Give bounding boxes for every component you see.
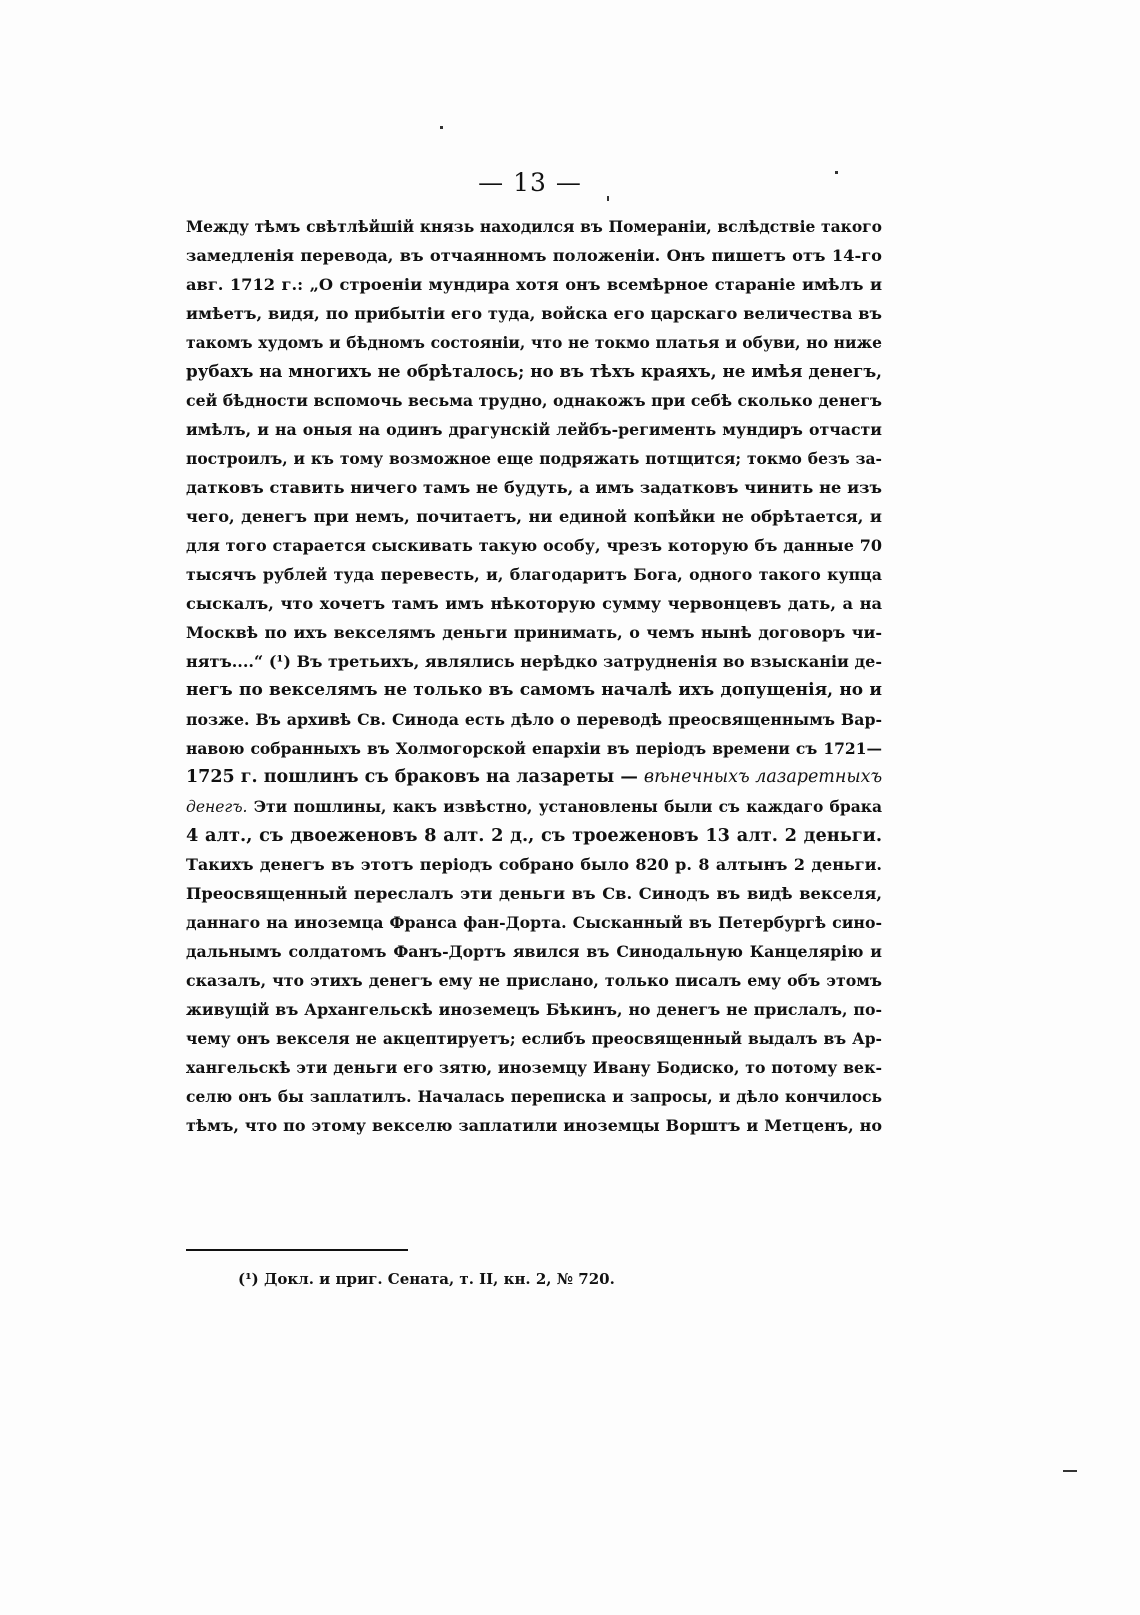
text-line: Между тѣмъ свѣтлѣйшій князь находился въ Помераніи, вслѣдствіе такого: [186, 217, 882, 236]
scan-speck: [835, 171, 838, 174]
text-segment: Эти пошлины, какъ извѣстно, установлены были съ каждаго брака: [247, 797, 882, 816]
text-line: селю онъ бы заплатилъ. Началась переписка и запросы, и дѣло кончилось: [186, 1087, 882, 1106]
italic-segment: вѣнечныхъ лазаретныхъ: [643, 767, 883, 787]
text-line: датковъ ставить ничего тамъ не будуть, а имъ задатковъ чинить не изъ: [186, 478, 882, 497]
text-line: имѣлъ, и на оныя на одинъ драгунскій лейбъ-регименть мундиръ отчасти: [186, 420, 882, 439]
text-line-mixed: [186, 792, 882, 821]
text-line: даннаго на иноземца Франса фан-Дорта. Сысканный въ Петербургѣ сино-: [186, 913, 882, 932]
text-line: хангельскѣ эти деньги его зятю, иноземцу Ивану Бодиско, то потому век-: [186, 1058, 882, 1077]
body-text: [186, 212, 882, 1140]
text-line: позже. Въ архивѣ Св. Синода есть дѣло о переводѣ преосвященнымъ Вар-: [186, 710, 882, 729]
text-line-mixed: [186, 763, 882, 792]
text-line: Преосвященный переслалъ эти деньги въ Св. Синодъ въ видѣ векселя,: [186, 884, 882, 903]
text-line: живущій въ Архангельскѣ иноземецъ Бѣкинъ, но денегъ не прислалъ, по-: [186, 1000, 882, 1019]
text-line: чему онъ векселя не акцептируетъ; еслибъ преосвященный выдалъ въ Ар-: [186, 1029, 882, 1048]
text-line: нятъ....“ (¹) Въ третьихъ, являлись нерѣдко затрудненія во взысканіи де-: [186, 652, 882, 671]
italic-segment: денегъ.: [186, 798, 248, 816]
text-line: для того старается сыскивать такую особу, чрезъ которую бъ данные 70: [186, 536, 882, 555]
text-line: рубахъ на многихъ не обрѣталось; но въ тѣхъ краяхъ, не имѣя денегъ,: [186, 361, 882, 381]
scan-speck: [1063, 1470, 1077, 1472]
text-line: сыскалъ, что хочетъ тамъ имъ нѣкоторую сумму червонцевъ дать, а на: [186, 594, 882, 613]
text-line: негъ по векселямъ не только въ самомъ началѣ ихъ допущенія, но и: [186, 680, 882, 700]
text-segment: 1725 г. пошлинъ съ браковъ на лазареты —: [186, 767, 638, 787]
footnote: (¹) Докл. и приг. Сената, т. II, кн. 2, № 720.: [238, 1270, 615, 1288]
footnote-divider: [186, 1249, 408, 1251]
text-line: 4 алт., съ двоеженовъ 8 алт. 2 д., съ троеженовъ 13 алт. 2 деньги.: [186, 825, 882, 846]
text-line: авг. 1712 г.: „О строеніи мундира хотя онъ всемѣрное стараніе имѣлъ и: [186, 275, 882, 294]
text-line: замедленія перевода, въ отчаянномъ положеніи. Онъ пишетъ отъ 14-го: [186, 246, 882, 265]
text-line: чего, денегъ при немъ, почитаетъ, ни единой копѣйки не обрѣтается, и: [186, 507, 882, 526]
scan-speck: [607, 196, 609, 201]
text-line: Москвѣ по ихъ векселямъ деньги принимать, о чемъ нынѣ договоръ чи-: [186, 623, 882, 642]
text-line: навою собранныхъ въ Холмогорской епархіи въ періодъ времени съ 1721—: [186, 739, 882, 758]
text-line: такомъ худомъ и бѣдномъ состояніи, что не токмо платья и обуви, но ниже: [186, 333, 882, 352]
text-line: построилъ, и къ тому возможное еще подряжать потщится; токмо безъ за-: [186, 449, 882, 468]
text-line: имѣетъ, видя, по прибытіи его туда, войска его царскаго величества въ: [186, 304, 882, 323]
page-number: — 13 —: [478, 168, 582, 197]
text-line: тысячъ рублей туда перевесть, и, благодаритъ Бога, одного такого купца: [186, 565, 882, 584]
text-line: сказалъ, что этихъ денегъ ему не прислано, только писалъ ему объ этомъ: [186, 971, 882, 990]
text-line: тѣмъ, что по этому векселю заплатили иноземцы Ворштъ и Метценъ, но: [186, 1116, 882, 1135]
text-line: дальнымъ солдатомъ Фанъ-Дортъ явился въ Синодальную Канцелярію и: [186, 942, 882, 961]
scan-speck: [440, 126, 443, 129]
text-line: Такихъ денегъ въ этотъ періодъ собрано было 820 р. 8 алтынъ 2 деньги.: [186, 855, 882, 874]
text-line: сей бѣдности вспомочь весьма трудно, однакожъ при себѣ сколько денегъ: [186, 391, 882, 410]
